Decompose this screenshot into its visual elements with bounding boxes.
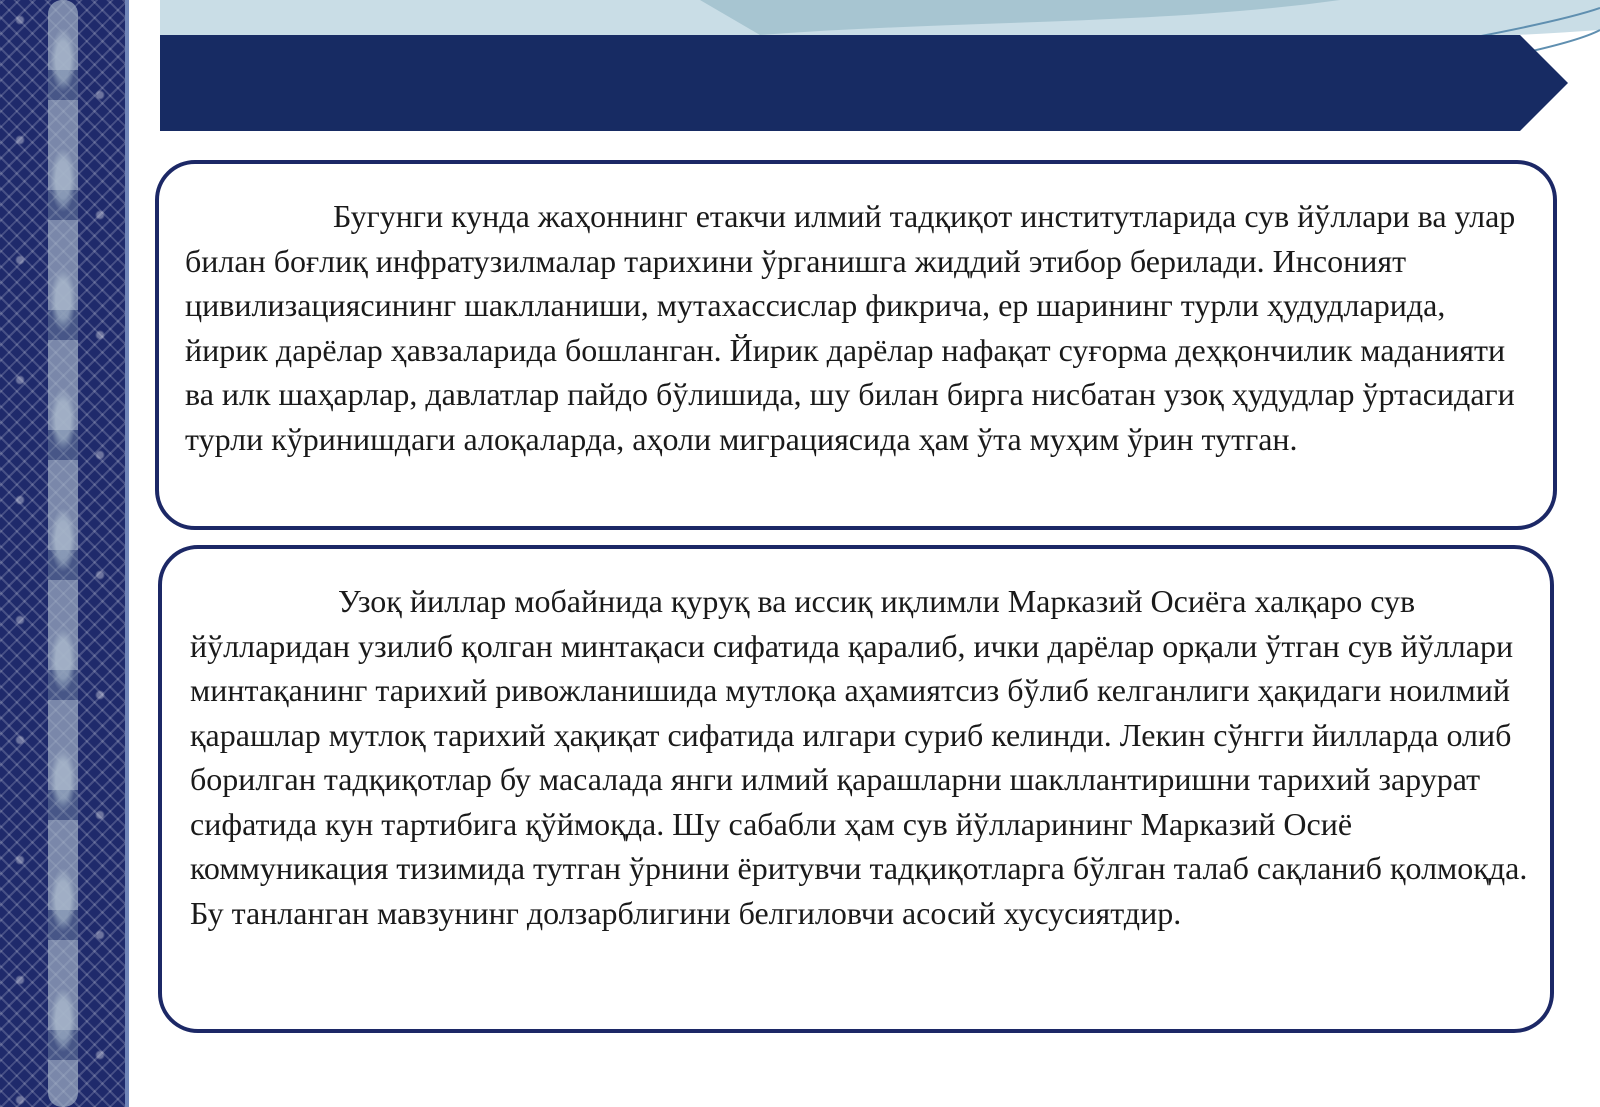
header-arrow-band [160,35,1600,131]
paragraph-2: Узоқ йиллар мобайнида қуруқ ва иссиқ иқлимли Марказий Осиёга халқаро сув йўлларидан узилиб қолган минтақаси сифатида қаралиб, ички дарёлар орқали ўтган сув йўллари минтақанинг тарихий ривожланишида мутлоқа аҳамиятсиз бўлиб келганлиги ҳақидаги ноилмий қарашлар мутлоқ тарихий ҳақиқат сифатида илгари суриб келинди. Лекин сўнгги йилларда олиб борилган тадқиқотлар бу масалада янги илмий қарашларни шакллантиришни тарихий зарурат сифатида кун тартибига қўймоқда. Шу сабабли ҳам сув йўлларининг Марказий Осиё коммуникация тизимида тутган ўрнини ёритувчи тадқиқотларга бўлган талаб сақланиб қолмоқда. Бу танланган мавзунинг долзарблигини белгиловчи асосий хусусиятдир. [190,583,1528,931]
ornament-edge-line [125,0,129,1107]
paragraph-1: Бугунги кунда жаҳоннинг етакчи илмий тадқиқот институтларида сув йўллари ва улар билан боғлиқ инфратузилмалар тарихини ўрганишга жиддий этибор берилади. Инсоният цивилизациясининг шаклланиши, мутахассислар фикрича, ер шарининг турли ҳудудларида, йирик дарёлар ҳавзаларида бошланган. Йирик дарёлар нафақат суғорма деҳқончилик маданияти ва илк шаҳарлар, давлатлар пайдо бўлишида, шу билан бирга нисбатан узоқ ҳудудлар ўртасидаги турли кўринишдаги алоқаларда, аҳоли миграциясида ҳам ўта муҳим ўрин тутган. [185,198,1516,457]
text-card-2 [158,545,1554,1033]
ornament-spine [48,0,78,1107]
decorative-ornament-border [0,0,127,1107]
text-card-1 [155,160,1557,530]
